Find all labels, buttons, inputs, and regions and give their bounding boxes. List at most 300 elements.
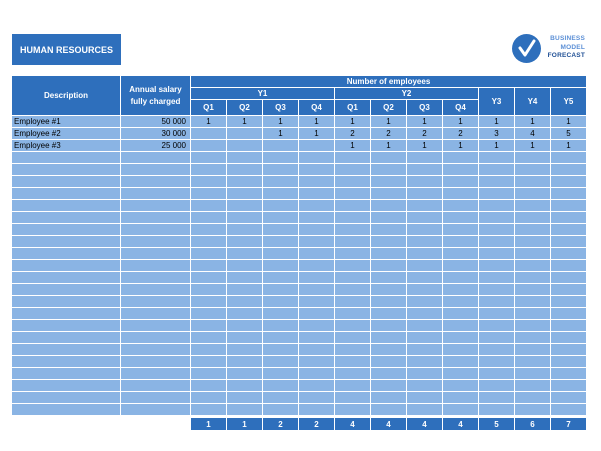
table-cell-value — [443, 332, 478, 343]
table-row-salary — [121, 404, 190, 415]
table-cell-value: 1 — [443, 116, 478, 127]
table-cell-value: 1 — [299, 116, 334, 127]
table-cell-value — [371, 344, 406, 355]
table-cell-value — [479, 188, 514, 199]
table-row-description: Employee #2 — [12, 128, 120, 139]
table-cell-value — [515, 176, 550, 187]
table-cell-value — [263, 380, 298, 391]
table-cell-value — [191, 404, 226, 415]
table-cell-value — [299, 140, 334, 151]
table-row-salary — [121, 356, 190, 367]
table-cell-value — [515, 212, 550, 223]
table-cell-value — [443, 152, 478, 163]
table-row-description — [12, 380, 120, 391]
table-cell-value — [371, 188, 406, 199]
table-cell-value — [191, 164, 226, 175]
table-cell-value — [371, 392, 406, 403]
table-cell-value — [515, 188, 550, 199]
table-row-description — [12, 164, 120, 175]
table-cell-value — [515, 332, 550, 343]
table-row-salary — [121, 320, 190, 331]
total-cell: 4 — [443, 418, 478, 430]
table-cell-value — [515, 236, 550, 247]
year-header-y1: Y1 — [191, 88, 334, 99]
table-cell-value — [371, 332, 406, 343]
table-cell-value: 1 — [371, 140, 406, 151]
table-cell-value — [407, 176, 442, 187]
table-cell-value — [371, 152, 406, 163]
table-cell-value — [299, 404, 334, 415]
table-cell-value — [263, 368, 298, 379]
logo-text-business: BUSINESS — [550, 35, 585, 42]
table-cell-value — [335, 272, 370, 283]
table-cell-value — [551, 368, 586, 379]
total-cell: 5 — [479, 418, 514, 430]
table-row-salary — [121, 212, 190, 223]
table-cell-value — [263, 248, 298, 259]
table-cell-value — [551, 380, 586, 391]
table-cell-value — [299, 296, 334, 307]
table-cell-value — [191, 224, 226, 235]
table-cell-value — [263, 344, 298, 355]
table-cell-value — [515, 308, 550, 319]
table-row-description: Employee #1 — [12, 116, 120, 127]
table-cell-value — [227, 320, 262, 331]
table-cell-value — [263, 164, 298, 175]
table-cell-value — [479, 164, 514, 175]
table-cell-value — [551, 404, 586, 415]
table-cell-value — [515, 284, 550, 295]
table-cell-value — [299, 368, 334, 379]
table-cell-value — [263, 200, 298, 211]
table-cell-value — [515, 224, 550, 235]
table-cell-value — [407, 212, 442, 223]
table-cell-value — [191, 296, 226, 307]
table-cell-value — [335, 380, 370, 391]
table-cell-value — [299, 392, 334, 403]
table-cell-value — [227, 344, 262, 355]
table-cell-value — [443, 236, 478, 247]
table-cell-value — [407, 152, 442, 163]
table-cell-value — [407, 320, 442, 331]
table-cell-value — [407, 332, 442, 343]
table-cell-value — [191, 152, 226, 163]
table-cell-value — [191, 140, 226, 151]
total-cell: 2 — [299, 418, 334, 430]
table-cell-value — [191, 260, 226, 271]
table-cell-value — [263, 260, 298, 271]
quarter-header: Q3 — [263, 100, 298, 115]
table-row-description — [12, 344, 120, 355]
table-cell-value: 1 — [551, 140, 586, 151]
table-cell-value — [227, 380, 262, 391]
table-cell-value: 1 — [479, 116, 514, 127]
table-cell-value — [479, 212, 514, 223]
table-cell-value — [227, 128, 262, 139]
column-header-description: Description — [12, 76, 120, 115]
table-cell-value — [551, 308, 586, 319]
table-cell-value — [263, 296, 298, 307]
table-cell-value — [191, 380, 226, 391]
table-cell-value — [263, 320, 298, 331]
table-cell-value — [335, 212, 370, 223]
table-row-salary: 25 000 — [121, 140, 190, 151]
quarter-header: Q1 — [335, 100, 370, 115]
table-cell-value: 1 — [371, 116, 406, 127]
table-cell-value — [335, 224, 370, 235]
table-cell-value — [371, 308, 406, 319]
table-cell-value — [371, 224, 406, 235]
table-row-description — [12, 308, 120, 319]
table-cell-value — [191, 200, 226, 211]
year-header-y5: Y5 — [551, 88, 586, 115]
table-cell-value — [263, 404, 298, 415]
table-cell-value — [479, 356, 514, 367]
table-cell-value — [443, 260, 478, 271]
table-cell-value — [551, 332, 586, 343]
table-cell-value — [479, 236, 514, 247]
table-row-salary — [121, 368, 190, 379]
column-header-salary: Annual salary fully charged — [121, 76, 190, 115]
table-cell-value — [191, 332, 226, 343]
table-cell-value — [335, 356, 370, 367]
table-cell-value — [371, 212, 406, 223]
table-cell-value: 1 — [335, 116, 370, 127]
table-cell-value — [443, 224, 478, 235]
table-cell-value — [551, 224, 586, 235]
table-row-description — [12, 356, 120, 367]
table-cell-value — [407, 296, 442, 307]
table-cell-value — [407, 200, 442, 211]
table-cell-value: 1 — [479, 140, 514, 151]
table-cell-value — [443, 320, 478, 331]
table-cell-value — [191, 308, 226, 319]
table-cell-value — [191, 176, 226, 187]
table-cell-value: 2 — [407, 128, 442, 139]
table-cell-value — [551, 320, 586, 331]
table-cell-value — [299, 272, 334, 283]
table-cell-value — [191, 356, 226, 367]
table-cell-value — [407, 284, 442, 295]
table-row-salary — [121, 272, 190, 283]
table-cell-value — [227, 224, 262, 235]
table-cell-value — [263, 284, 298, 295]
table-row-salary — [121, 380, 190, 391]
table-cell-value — [443, 308, 478, 319]
quarter-header: Q2 — [371, 100, 406, 115]
table-cell-value — [335, 404, 370, 415]
table-cell-value — [443, 272, 478, 283]
table-cell-value — [479, 152, 514, 163]
table-cell-value — [443, 176, 478, 187]
table-cell-value — [407, 236, 442, 247]
table-cell-value — [551, 356, 586, 367]
table-cell-value — [479, 344, 514, 355]
table-cell-value — [551, 164, 586, 175]
table-row-salary — [121, 260, 190, 271]
table-cell-value — [407, 224, 442, 235]
table-cell-value: 1 — [551, 116, 586, 127]
table-row-description — [12, 152, 120, 163]
table-cell-value — [191, 128, 226, 139]
total-cell: 1 — [191, 418, 226, 430]
table-cell-value: 2 — [335, 128, 370, 139]
table-row-description — [12, 260, 120, 271]
table-cell-value — [479, 260, 514, 271]
table-cell-value — [443, 296, 478, 307]
table-row-description — [12, 296, 120, 307]
table-cell-value — [335, 296, 370, 307]
table-cell-value — [299, 320, 334, 331]
table-cell-value — [227, 164, 262, 175]
total-cell: 4 — [335, 418, 370, 430]
year-header-y4: Y4 — [515, 88, 550, 115]
table-cell-value — [479, 272, 514, 283]
table-cell-value: 1 — [407, 116, 442, 127]
table-cell-value — [407, 344, 442, 355]
table-cell-value — [335, 332, 370, 343]
table-cell-value — [191, 392, 226, 403]
table-cell-value — [335, 176, 370, 187]
table-cell-value — [299, 236, 334, 247]
table-row-salary — [121, 188, 190, 199]
table-cell-value — [551, 212, 586, 223]
table-row-description — [12, 248, 120, 259]
column-group-number-of-employees: Number of employees — [191, 76, 586, 87]
table-cell-value — [227, 152, 262, 163]
table-cell-value — [407, 188, 442, 199]
table-cell-value — [227, 392, 262, 403]
table-cell-value — [263, 236, 298, 247]
table-cell-value — [515, 404, 550, 415]
table-cell-value — [335, 164, 370, 175]
table-cell-value — [335, 236, 370, 247]
table-row-salary: 50 000 — [121, 116, 190, 127]
table-cell-value — [479, 224, 514, 235]
table-cell-value — [299, 224, 334, 235]
table-cell-value — [299, 200, 334, 211]
table-cell-value — [515, 344, 550, 355]
table-cell-value: 5 — [551, 128, 586, 139]
table-cell-value — [479, 200, 514, 211]
table-cell-value — [263, 308, 298, 319]
table-cell-value — [407, 368, 442, 379]
table-row-description — [12, 320, 120, 331]
table-cell-value — [407, 392, 442, 403]
table-cell-value — [515, 392, 550, 403]
table-row-salary — [121, 296, 190, 307]
table-cell-value — [227, 368, 262, 379]
table-cell-value — [263, 152, 298, 163]
table-cell-value — [227, 284, 262, 295]
table-cell-value — [371, 164, 406, 175]
table-row-salary — [121, 224, 190, 235]
table-cell-value — [335, 248, 370, 259]
table-cell-value — [443, 344, 478, 355]
total-cell: 1 — [227, 418, 262, 430]
table-cell-value — [227, 200, 262, 211]
table-cell-value — [515, 356, 550, 367]
table-row-salary — [121, 248, 190, 259]
table-cell-value — [443, 248, 478, 259]
table-cell-value — [299, 152, 334, 163]
table-cell-value: 1 — [335, 140, 370, 151]
table-cell-value — [371, 284, 406, 295]
table-cell-value — [407, 380, 442, 391]
table-cell-value — [515, 248, 550, 259]
table-cell-value: 1 — [263, 116, 298, 127]
table-row-description: Employee #3 — [12, 140, 120, 151]
table-cell-value — [263, 224, 298, 235]
table-cell-value — [191, 368, 226, 379]
table-cell-value — [227, 404, 262, 415]
table-cell-value — [515, 200, 550, 211]
table-cell-value — [299, 284, 334, 295]
table-cell-value — [335, 200, 370, 211]
table-cell-value — [479, 248, 514, 259]
total-cell: 4 — [407, 418, 442, 430]
table-cell-value: 1 — [227, 116, 262, 127]
table-cell-value — [227, 176, 262, 187]
table-cell-value — [263, 140, 298, 151]
table-cell-value: 2 — [371, 128, 406, 139]
table-cell-value — [371, 272, 406, 283]
table-cell-value — [551, 392, 586, 403]
table-cell-value — [191, 236, 226, 247]
table-cell-value — [371, 356, 406, 367]
total-cell: 7 — [551, 418, 586, 430]
table-cell-value — [551, 344, 586, 355]
table-cell-value — [191, 212, 226, 223]
table-cell-value — [479, 320, 514, 331]
table-cell-value — [515, 164, 550, 175]
table-row-description — [12, 188, 120, 199]
table-cell-value — [515, 296, 550, 307]
table-cell-value — [263, 272, 298, 283]
table-cell-value — [371, 200, 406, 211]
table-row-description — [12, 368, 120, 379]
table-row-salary — [121, 152, 190, 163]
table-cell-value — [263, 356, 298, 367]
table-cell-value — [227, 308, 262, 319]
table-cell-value — [515, 320, 550, 331]
table-cell-value — [551, 272, 586, 283]
table-cell-value — [227, 356, 262, 367]
table-row-salary — [121, 392, 190, 403]
table-row-salary — [121, 344, 190, 355]
quarter-header: Q4 — [443, 100, 478, 115]
table-cell-value: 1 — [263, 128, 298, 139]
table-cell-value — [479, 176, 514, 187]
table-cell-value — [443, 356, 478, 367]
table-row-description — [12, 224, 120, 235]
table-cell-value — [479, 308, 514, 319]
table-cell-value — [263, 212, 298, 223]
table-cell-value — [551, 200, 586, 211]
total-cell: 2 — [263, 418, 298, 430]
table-cell-value — [299, 308, 334, 319]
table-cell-value — [443, 284, 478, 295]
table-cell-value: 1 — [515, 116, 550, 127]
quarter-header: Q3 — [407, 100, 442, 115]
table-cell-value — [263, 188, 298, 199]
table-cell-value: 4 — [515, 128, 550, 139]
table-cell-value — [443, 200, 478, 211]
table-cell-value — [551, 176, 586, 187]
table-cell-value — [227, 332, 262, 343]
quarter-header: Q1 — [191, 100, 226, 115]
table-row-description — [12, 332, 120, 343]
table-cell-value: 3 — [479, 128, 514, 139]
table-cell-value — [479, 380, 514, 391]
table-cell-value — [479, 368, 514, 379]
table-cell-value — [299, 260, 334, 271]
table-row-salary — [121, 284, 190, 295]
table-cell-value: 1 — [515, 140, 550, 151]
table-cell-value — [191, 284, 226, 295]
table-cell-value — [299, 188, 334, 199]
total-cell: 4 — [371, 418, 406, 430]
table-cell-value — [479, 404, 514, 415]
table-cell-value — [299, 356, 334, 367]
table-cell-value — [335, 260, 370, 271]
table-cell-value — [407, 164, 442, 175]
table-cell-value — [191, 344, 226, 355]
table-cell-value — [191, 320, 226, 331]
table-cell-value — [551, 188, 586, 199]
logo-text-forecast: FORECAST — [547, 52, 585, 59]
table-cell-value — [443, 392, 478, 403]
business-model-forecast-logo — [512, 32, 592, 66]
logo-text-model: MODEL — [560, 43, 585, 51]
table-row-description — [12, 176, 120, 187]
table-row-description — [12, 404, 120, 415]
total-cell: 6 — [515, 418, 550, 430]
table-cell-value — [299, 164, 334, 175]
table-cell-value — [479, 296, 514, 307]
table-cell-value — [299, 212, 334, 223]
table-cell-value — [191, 248, 226, 259]
quarter-header: Q4 — [299, 100, 334, 115]
table-cell-value: 2 — [443, 128, 478, 139]
check-mark-logo-icon — [512, 34, 541, 63]
table-cell-value — [335, 188, 370, 199]
table-cell-value — [263, 176, 298, 187]
table-cell-value — [551, 284, 586, 295]
table-cell-value — [515, 368, 550, 379]
table-cell-value — [227, 260, 262, 271]
table-cell-value — [551, 296, 586, 307]
table-cell-value — [479, 392, 514, 403]
table-cell-value — [443, 188, 478, 199]
table-cell-value — [551, 248, 586, 259]
table-cell-value: 1 — [299, 128, 334, 139]
table-cell-value: 1 — [191, 116, 226, 127]
table-cell-value — [515, 260, 550, 271]
table-cell-value — [299, 176, 334, 187]
table-cell-value — [227, 188, 262, 199]
table-cell-value: 1 — [407, 140, 442, 151]
table-cell-value — [407, 308, 442, 319]
table-cell-value — [335, 308, 370, 319]
table-cell-value — [443, 212, 478, 223]
table-cell-value — [443, 164, 478, 175]
table-row-description — [12, 212, 120, 223]
table-cell-value — [227, 236, 262, 247]
table-row-description — [12, 236, 120, 247]
table-cell-value — [371, 404, 406, 415]
table-cell-value — [551, 236, 586, 247]
